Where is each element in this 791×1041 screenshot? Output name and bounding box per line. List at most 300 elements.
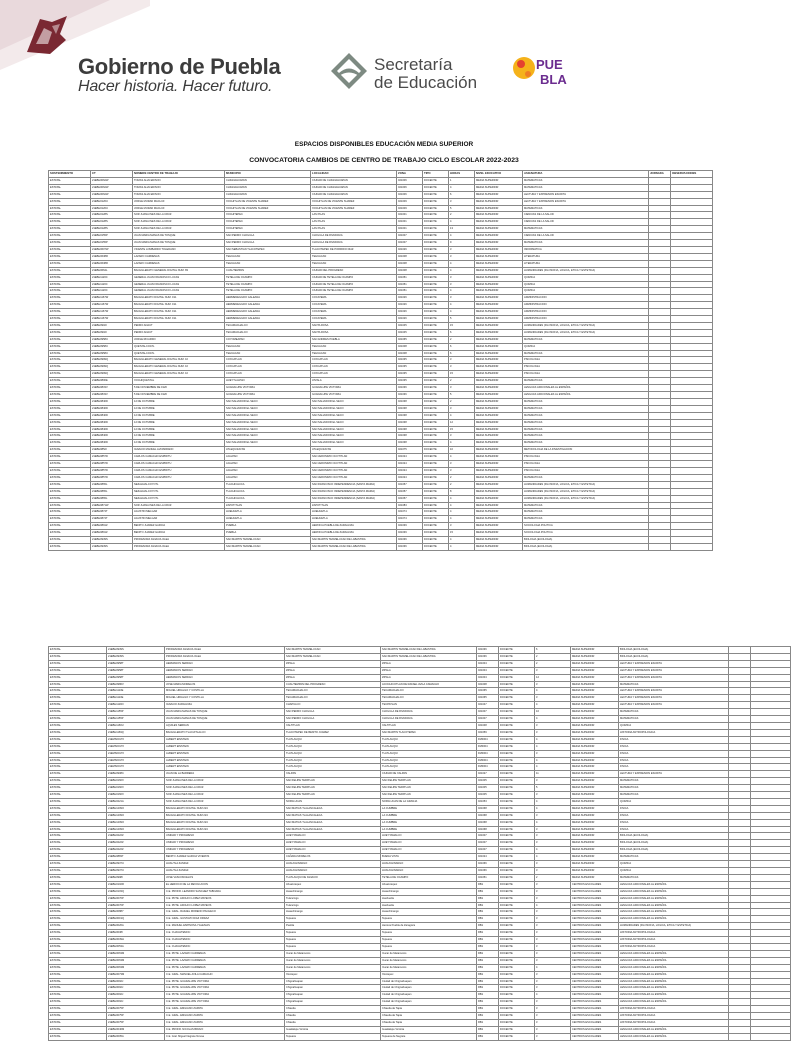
table-cell: MEDIA SUPERIOR xyxy=(475,523,523,530)
table-row xyxy=(49,364,713,371)
table-cell: ESTATAL xyxy=(49,322,91,329)
table-cell: CIUDAD DE TETELA DE OCAMPO xyxy=(311,274,397,281)
table-cell: MEDIA SUPERIOR xyxy=(475,371,523,378)
table-cell: HISTORIA ANTROPOLOGICA xyxy=(619,937,729,944)
table-cell: FM0004 xyxy=(477,750,499,757)
table-cell: 021026 xyxy=(397,309,423,316)
table-cell: 4 xyxy=(535,819,571,826)
table-cell: Chiautla xyxy=(285,1019,381,1026)
table-cell: BACHILLERATO GENERAL DIGITAL NUM. 10 xyxy=(133,357,225,364)
table-cell: MIGUEL HIDALGO Y COSTILLA xyxy=(165,695,285,702)
table-row xyxy=(49,854,791,861)
table-row xyxy=(49,467,713,474)
table-cell xyxy=(671,523,713,530)
table-row xyxy=(49,757,791,764)
table-cell xyxy=(649,295,671,302)
table-cell: 021007 xyxy=(477,847,499,854)
table-row xyxy=(49,246,713,253)
table-cell: CUAUTEMPAN DEL PROGRESO xyxy=(285,681,381,688)
table-row xyxy=(49,184,713,191)
table-cell: 21EBH0840D xyxy=(91,405,133,412)
table-cell: QUIMICA xyxy=(619,868,729,875)
table-cell: TLATLAUQUI xyxy=(381,757,477,764)
table-cell: NEZAHUALCOYOTL xyxy=(133,488,225,495)
table-cell xyxy=(751,674,791,681)
table-cell: ESTATAL xyxy=(49,729,107,736)
table-cell: 21EBH0999Q xyxy=(91,371,133,378)
table-cell: PSICOLOGIA xyxy=(523,371,649,378)
table-cell: TETELA DE OCAMPO xyxy=(225,274,311,281)
table-cell: MEDIA SUPERIOR xyxy=(475,357,523,364)
table-cell xyxy=(751,992,791,999)
table-cell: Huehuetla xyxy=(381,895,477,902)
table-row xyxy=(49,847,791,854)
table-cell: 4 xyxy=(535,847,571,854)
table-cell: TEHUACAN xyxy=(225,343,311,350)
table-cell: 021068 xyxy=(477,819,499,826)
table-cell: 21EBH0865L xyxy=(91,488,133,495)
table-cell: TLATLAUQUI xyxy=(381,764,477,771)
table-cell: MEDIA SUPERIOR xyxy=(475,198,523,205)
table-cell xyxy=(649,198,671,205)
table-cell xyxy=(751,702,791,709)
table-cell: Guadalupe Victoria xyxy=(285,1026,381,1033)
table-cell: 021024 xyxy=(397,467,423,474)
table-cell: TEHUACAN xyxy=(225,253,311,260)
table-cell xyxy=(729,902,751,909)
table-cell: C.E. GRAL. GUSTAVO DIAZ ORDAZ xyxy=(165,916,285,923)
table-row xyxy=(49,785,791,792)
table-cell: LAS PILAS xyxy=(311,226,397,233)
table-cell xyxy=(671,295,713,302)
table-cell: 21EBH0902I xyxy=(91,329,133,336)
table-cell: 11 xyxy=(535,771,571,778)
table-cell: 2 xyxy=(449,474,475,481)
table-cell: AJALPAN xyxy=(225,461,311,468)
table-cell: 21EBH0999Q xyxy=(91,357,133,364)
table-cell: LA CUMBRE xyxy=(381,826,477,833)
table-cell: 13 xyxy=(449,226,475,233)
table-cell: CIUDAD DE TETELA DE OCAMPO xyxy=(311,288,397,295)
table-cell: 5 DE NOVIEMBRE DE 1920 xyxy=(133,392,225,399)
table-cell: 21EBH0221A xyxy=(107,798,165,805)
table-cell xyxy=(671,433,713,440)
table-cell: SAN SEBASTIAN TLACOTEPEC xyxy=(225,246,311,253)
table-cell: C.E. GRAL. MANUEL AVILA CAMACHO xyxy=(165,971,285,978)
table-cell: QUIMICA xyxy=(619,798,729,805)
table-cell: DOCENTE xyxy=(499,847,535,854)
table-cell: DOCENTE xyxy=(499,957,535,964)
table-cell: COXCATLAN xyxy=(225,357,311,364)
table-cell: ALBERT EINSTEIN xyxy=(165,743,285,750)
table-cell: 3 xyxy=(535,923,571,930)
table-cell: CENTROS ESCOLARES xyxy=(571,978,619,985)
table-cell: 021036 xyxy=(397,537,423,544)
table-cell: 21EBH0840D xyxy=(91,440,133,447)
table-cell: ESTATAL xyxy=(49,964,107,971)
table-cell: SAN SALVADOR EL SECO xyxy=(311,433,397,440)
table-cell: DOCENTE xyxy=(423,212,449,219)
table-cell: LECTURA Y EXPRESION ESCRITA xyxy=(523,198,649,205)
table-cell xyxy=(751,950,791,957)
table-cell: 021038 xyxy=(397,419,423,426)
table-cell: HISTORIA ANTROPOLOGICA xyxy=(619,930,729,937)
table-cell: TETELA DE OCAMPO xyxy=(381,874,477,881)
table-cell: LENGUAS ADICIONALES AL ESPAÑOL xyxy=(619,999,729,1006)
table-cell: 021005 xyxy=(477,785,499,792)
table-cell: MEDIA SUPERIOR xyxy=(475,426,523,433)
table-cell: SANTA ROSA xyxy=(311,322,397,329)
table-cell: 4 xyxy=(535,902,571,909)
table-cell xyxy=(751,888,791,895)
table-cell: MATEMATICAS xyxy=(523,398,649,405)
table-cell: TLACOTEPEC DE PORFIRIO DIAZ xyxy=(311,246,397,253)
table-cell: QUIMICA xyxy=(523,274,649,281)
table-cell: 021051 xyxy=(477,874,499,881)
document-subtitle: CONVOCATORIA CAMBIOS DE CENTRO DE TRABAJO CICLO ESCOLAR 2022-2023 xyxy=(249,157,519,164)
table-cell: MATEMATICAS xyxy=(523,177,649,184)
table-cell: DOCENTE xyxy=(423,322,449,329)
table-cell: 2 xyxy=(449,378,475,385)
table-cell: 021007 xyxy=(397,240,423,247)
table-cell: 4 xyxy=(449,454,475,461)
table-cell: RB1 xyxy=(477,1026,499,1033)
table-cell xyxy=(671,177,713,184)
table-cell: 21EBH0664L xyxy=(91,267,133,274)
table-cell xyxy=(671,288,713,295)
table-cell: MATEMATICAS xyxy=(523,405,649,412)
table-cell: LECTURA Y EXPRESION ESCRITA xyxy=(523,191,649,198)
table-cell xyxy=(729,743,751,750)
table-cell: PSICOLOGIA xyxy=(523,467,649,474)
table-cell: JUAN DE LA BARRERA xyxy=(165,771,285,778)
table-cell: 4 xyxy=(449,267,475,274)
table-cell xyxy=(671,378,713,385)
column-header: SOSTENIMIENTO xyxy=(49,171,91,178)
table-cell: MATEMATICAS xyxy=(523,412,649,419)
table-cell: ESTATAL xyxy=(49,923,107,930)
table-cell: TECAMACHALCO xyxy=(285,695,381,702)
table-cell: ESTATAL xyxy=(49,177,91,184)
table-cell xyxy=(671,343,713,350)
table-cell: HUEYTAMALCO xyxy=(381,840,477,847)
table-cell: 021059 xyxy=(477,729,499,736)
table-cell: TEHUACAN xyxy=(311,253,397,260)
table-cell: 3 xyxy=(535,999,571,1006)
table-cell: RB1 xyxy=(477,1019,499,1026)
table-cell: C.E. PDTE. GUADALUPE VICTORIA xyxy=(165,999,285,1006)
table-cell: 3 xyxy=(449,461,475,468)
table-cell: HUMANIDADES (FILOSOFIA, LOGICA, ETICA Y ESTETICA) xyxy=(523,329,649,336)
table-cell: DOCENTE xyxy=(499,819,535,826)
table-cell: CHOLULA DE RIVADAVIA xyxy=(381,709,477,716)
table-cell: 4 xyxy=(449,509,475,516)
table-cell: Ciudad de Chignahuapan xyxy=(381,992,477,999)
table-cell: 021051 xyxy=(397,281,423,288)
table-cell: 021036 xyxy=(477,653,499,660)
table-cell: ESTATAL xyxy=(49,233,91,240)
table-cell: RB1 xyxy=(477,943,499,950)
table-cell: PSICOLOGIA xyxy=(523,357,649,364)
table-cell: Izucar de Matamoros xyxy=(381,950,477,957)
table-cell: SAN JERONIMO OCOTITLAN xyxy=(311,461,397,468)
table-cell: DOCENTE xyxy=(499,840,535,847)
table-cell xyxy=(729,805,751,812)
table-cell: MEDIA SUPERIOR xyxy=(475,260,523,267)
table-cell xyxy=(729,1019,751,1026)
table-cell: DOCENTE xyxy=(423,433,449,440)
table-row xyxy=(49,516,713,523)
table-cell: TEHUACAN xyxy=(311,260,397,267)
table-cell: 021045 xyxy=(397,329,423,336)
table-cell: QUIMICA xyxy=(523,281,649,288)
table-row xyxy=(49,530,713,537)
table-cell: 21EBH1113E xyxy=(107,688,165,695)
table-cell: DOCENTE xyxy=(423,378,449,385)
table-cell: MEDIA SUPERIOR xyxy=(475,405,523,412)
table-cell: 3 xyxy=(535,861,571,868)
table-cell: 5 xyxy=(449,392,475,399)
table-cell: XOCHITLAN DE VICENTE SUAREZ xyxy=(311,205,397,212)
table-cell xyxy=(729,964,751,971)
table-cell: CIUDAD DE CHIGNAHUAPAN xyxy=(311,191,397,198)
table-cell: ESTATAL xyxy=(49,653,107,660)
table-cell: NOPALUCAN xyxy=(285,798,381,805)
table-cell: Huauchinango xyxy=(381,888,477,895)
table-cell: C.E. PDTE. GUADALUPE VICTORIA xyxy=(165,992,285,999)
table-row xyxy=(49,1006,791,1013)
table-cell: 21EBH0998I xyxy=(107,874,165,881)
table-cell: Tepeaca xyxy=(285,1033,381,1040)
table-cell: Tepeaca de Negrete xyxy=(381,1033,477,1040)
table-cell xyxy=(649,461,671,468)
table-cell: CHIGNAHUAPAN xyxy=(225,177,311,184)
table-cell: ESTATAL xyxy=(49,474,91,481)
table-cell xyxy=(671,495,713,502)
table-cell xyxy=(729,957,751,964)
table-cell: 21EMS0017X xyxy=(107,764,165,771)
table-cell: MATEMATICAS xyxy=(619,785,729,792)
table-cell: 21EBH0019Q xyxy=(107,916,165,923)
table-cell: DOCENTE xyxy=(423,288,449,295)
table-cell xyxy=(729,861,751,868)
table-cell: DOCENTE xyxy=(423,502,449,509)
table-cell: LENGUAS ADICIONALES AL ESPAÑOL xyxy=(619,957,729,964)
table-header-row xyxy=(49,171,713,178)
table-cell: BIOLOGIA (ECOLOGIA) xyxy=(523,543,649,550)
table-cell: DOCENTE xyxy=(423,177,449,184)
table-cell: FM0004 xyxy=(477,764,499,771)
table-row xyxy=(49,447,713,454)
table-cell: MEDIA SUPERIOR xyxy=(571,667,619,674)
table-cell: 21EBH0039H xyxy=(107,937,165,944)
table-cell: ESTATAL xyxy=(49,957,107,964)
table-cell: 2 xyxy=(535,653,571,660)
table-cell: 021009 xyxy=(397,205,423,212)
table-cell: DOCENTE xyxy=(499,874,535,881)
table-cell: SAN MATIAS TLALANCALECA xyxy=(285,826,381,833)
table-cell xyxy=(751,750,791,757)
table-cell: MEDIA SUPERIOR xyxy=(475,212,523,219)
table-cell: LENGUAS ADICIONALES AL ESPAÑOL xyxy=(523,385,649,392)
table-cell: ESTATAL xyxy=(49,350,91,357)
table-cell xyxy=(729,1013,751,1020)
table-cell: ESTATAL xyxy=(49,467,91,474)
table-row xyxy=(49,253,713,260)
table-cell: ESTATAL xyxy=(49,357,91,364)
table-cell: MEDIA SUPERIOR xyxy=(475,226,523,233)
table-cell: UNIDAD Y PROGRESO xyxy=(165,847,285,854)
table-cell xyxy=(729,750,751,757)
table-row xyxy=(49,716,791,723)
table-cell xyxy=(649,336,671,343)
table-cell: SAN MARTIN TLACOTEPEC xyxy=(381,729,477,736)
table-cell xyxy=(751,764,791,771)
table-row xyxy=(49,660,791,667)
table-cell: 021039 xyxy=(397,530,423,537)
table-cell: MEDIA SUPERIOR xyxy=(475,295,523,302)
table-cell: ESTATAL xyxy=(49,488,91,495)
table-row xyxy=(49,322,713,329)
table-cell: HUEHUETLA xyxy=(225,516,311,523)
table-cell: Chignahuapan xyxy=(285,999,381,1006)
table-cell: DOCENTE xyxy=(423,316,449,323)
table-cell: ADMINISTRACION xyxy=(523,302,649,309)
table-cell: DOCENTE xyxy=(499,978,535,985)
table-cell xyxy=(751,895,791,902)
table-cell: 3 xyxy=(449,467,475,474)
table-cell xyxy=(729,674,751,681)
table-cell: ADMINISTRACION xyxy=(523,295,649,302)
table-cell: SAN MARTIN TEXMELUCAN DE LABASTIDA xyxy=(381,647,477,654)
table-cell: FM0004 xyxy=(477,736,499,743)
table-cell: LENGUAS ADICIONALES AL ESPAÑOL xyxy=(619,895,729,902)
table-cell: IGNACIO ZARAGOZA xyxy=(165,702,285,709)
table-cell xyxy=(671,426,713,433)
table-cell xyxy=(729,812,751,819)
table-cell: 21EBH0857D xyxy=(91,467,133,474)
table-cell: MEDIA SUPERIOR xyxy=(475,343,523,350)
table-cell: MEDIA SUPERIOR xyxy=(475,205,523,212)
table-cell: LITERATURA xyxy=(523,253,649,260)
table-cell: 21EBH0891Z xyxy=(91,523,133,530)
table-cell xyxy=(729,847,751,854)
table-cell xyxy=(729,833,751,840)
table-cell xyxy=(671,260,713,267)
table-cell: DOCENTE xyxy=(423,267,449,274)
table-cell: CIENCIAS DE LA SALUD xyxy=(523,212,649,219)
table-cell: RB1 xyxy=(477,1013,499,1020)
table-cell: 21EBH1120C xyxy=(91,281,133,288)
table-cell: ESTATAL xyxy=(49,736,107,743)
table-cell xyxy=(751,847,791,854)
table-cell: Izucar de Matamoros xyxy=(381,957,477,964)
table-row xyxy=(49,819,791,826)
table-cell: CHOLULA DE RIVADAVIA xyxy=(311,233,397,240)
table-cell: 021038 xyxy=(397,426,423,433)
table-cell xyxy=(729,916,751,923)
table-cell: CENTROS ESCOLARES xyxy=(571,950,619,957)
table-cell: 021048 xyxy=(477,722,499,729)
table-cell: ESTATAL xyxy=(49,778,107,785)
table-cell: LENGUAS ADICIONALES AL ESPAÑOL xyxy=(619,1033,729,1040)
table-cell xyxy=(649,502,671,509)
table-cell: ESTATAL xyxy=(49,950,107,957)
table-cell: LENGUAS ADICIONALES AL ESPAÑOL xyxy=(619,985,729,992)
table-cell: MEDIA SUPERIOR xyxy=(571,750,619,757)
table-cell: 021007 xyxy=(477,716,499,723)
table-cell: 4 xyxy=(449,288,475,295)
table-cell: ESTATAL xyxy=(49,1019,107,1026)
table-cell: DOCENTE xyxy=(499,764,535,771)
table-cell: ESTATAL xyxy=(49,433,91,440)
table-cell: CENTROS ESCOLARES xyxy=(571,957,619,964)
table-cell: C.E. Gral. Miguel Negrete Novoa xyxy=(165,1033,285,1040)
table-cell: AJALPAN xyxy=(225,454,311,461)
table-cell: COXCATLAN xyxy=(311,364,397,371)
table-cell: DOCENTE xyxy=(499,1019,535,1026)
table-cell: 6 xyxy=(449,329,475,336)
table-row xyxy=(49,198,713,205)
table-cell: ESTATAL xyxy=(49,764,107,771)
table-cell: MEDIA SUPERIOR xyxy=(475,412,523,419)
table-cell: ESTATAL xyxy=(49,336,91,343)
table-cell: DOCENTE xyxy=(499,750,535,757)
table-cell: SAN SALVADOR EL SECO xyxy=(311,412,397,419)
table-cell: 3 xyxy=(535,812,571,819)
table-cell xyxy=(729,798,751,805)
table-cell: HUMANIDADES (FILOSOFIA, LOGICA, ETICA Y ESTETICA) xyxy=(523,488,649,495)
table-cell xyxy=(649,516,671,523)
table-cell: 4 xyxy=(535,688,571,695)
table-cell: 3 xyxy=(449,246,475,253)
table-cell: MATEMATICAS xyxy=(523,378,649,385)
table-cell: ALBERT EINSTEIN xyxy=(165,764,285,771)
table-cell: Ciudad de Chignahuapan xyxy=(381,985,477,992)
table-cell: BACHILLERATO DIGITAL NUM 224 xyxy=(165,812,285,819)
table-cell: HUEYTAMALCO xyxy=(285,847,381,854)
table-cell xyxy=(649,371,671,378)
table-cell: Tulancingo xyxy=(285,902,381,909)
table-cell xyxy=(751,778,791,785)
table-cell: Tepeaca xyxy=(381,930,477,937)
table-cell: 4 xyxy=(449,537,475,544)
table-cell: SAN MARTIN TEXMELUCAN xyxy=(225,543,311,550)
table-cell: CENTROS ESCOLARES xyxy=(571,964,619,971)
table-cell: 3 xyxy=(535,833,571,840)
table-cell: 3 xyxy=(535,950,571,957)
column-header: NOMBRE CENTRO DE TRABAJO xyxy=(133,171,225,178)
table-cell: Tepeaca xyxy=(381,937,477,944)
table-cell: 12 DE OCTUBRE xyxy=(133,398,225,405)
table-cell: HUEHUETLA xyxy=(225,509,311,516)
table-cell: 21EBH0840D xyxy=(91,426,133,433)
table-cell: 21EBH0840D xyxy=(91,433,133,440)
table-cell: ESTATAL xyxy=(49,481,91,488)
table-cell xyxy=(729,667,751,674)
table-cell: 12 xyxy=(449,419,475,426)
table-row xyxy=(49,674,791,681)
table-cell xyxy=(671,364,713,371)
table-cell: MEDIA SUPERIOR xyxy=(475,378,523,385)
table-cell: 4 xyxy=(535,716,571,723)
table-cell: DOCENTE xyxy=(499,992,535,999)
table-cell: Chiautla xyxy=(285,1013,381,1020)
table-cell: 21EBH0053A xyxy=(107,943,165,950)
table-cell: 021008 xyxy=(397,253,423,260)
puebla-logo-text-top: PUE xyxy=(536,57,563,72)
table-row xyxy=(49,1019,791,1026)
